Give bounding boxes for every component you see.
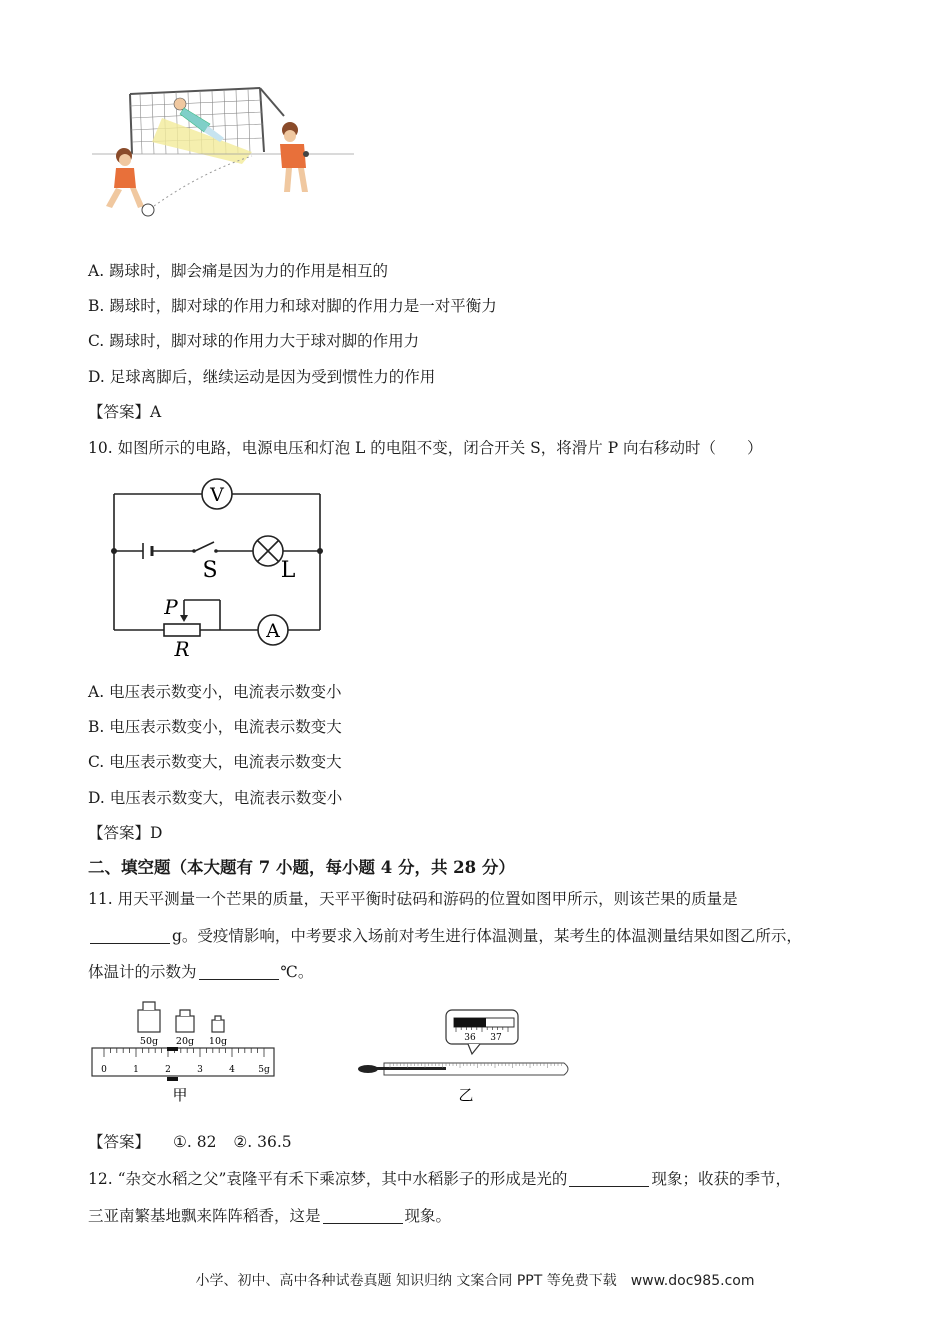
figure-caption-yi: 乙 <box>458 1086 474 1104</box>
answer-label: 【答案】 <box>88 403 151 421</box>
q11-answer <box>88 1132 292 1152</box>
soccer-illustration <box>92 82 354 228</box>
q11-line-2-text: g。受疫情影响，中考要求入场前对考生进行体温测量，某考生的体温测量结果如图乙所示， <box>172 927 802 945</box>
weight-10g: 10g <box>208 1036 228 1047</box>
q11-line-1: 11. 用天平测量一个芒果的质量，天平平衡时砝码和游码的位置如图甲所示，则该芒果的质量是 <box>88 890 738 908</box>
balance-figure <box>88 998 288 1108</box>
q11-line-3 <box>88 962 313 982</box>
weight-20g: 20g <box>175 1036 195 1047</box>
circuit-diagram <box>100 474 340 664</box>
fill-blank[interactable] <box>199 963 279 980</box>
answer-value: D <box>150 824 163 842</box>
answer-value-1: ①. 82 <box>172 1133 217 1151</box>
scale-tick-2: 2 <box>165 1065 171 1075</box>
answer-label: 【答案】 <box>88 1133 151 1151</box>
q10-answer <box>88 823 162 843</box>
q11-line-3-unit: ℃。 <box>280 963 314 981</box>
fill-blank[interactable] <box>90 927 170 944</box>
scale-tick-3: 3 <box>197 1065 203 1075</box>
voltmeter-label: V <box>210 484 224 506</box>
answer-value-2: ②. 36.5 <box>233 1133 292 1151</box>
q12-line-1-tail: 现象；收获的季节， <box>651 1170 791 1188</box>
weight-50g: 50g <box>139 1036 159 1047</box>
zoom-tick-37: 37 <box>490 1033 502 1043</box>
q9-option-d: D. 足球离脚后，继续运动是因为受到惯性力的作用 <box>88 368 436 386</box>
fill-blank[interactable] <box>569 1170 649 1187</box>
ammeter-label: A <box>266 620 280 642</box>
q12-line-2 <box>88 1206 451 1226</box>
q10-option-c: C. 电压表示数变大，电流表示数变大 <box>88 753 342 771</box>
answer-label: 【答案】 <box>88 824 151 842</box>
scale-tick-0: 0 <box>101 1065 107 1075</box>
scale-tick-5: 5g <box>258 1065 270 1075</box>
q9-option-c: C. 踢球时，脚对球的作用力大于球对脚的作用力 <box>88 332 420 350</box>
fill-blank[interactable] <box>323 1207 403 1224</box>
q11-line-2 <box>88 926 802 946</box>
zoom-tick-36: 36 <box>464 1033 476 1043</box>
q9-option-a: A. 踢球时，脚会痛是因为力的作用是相互的 <box>88 262 389 280</box>
q10-option-a: A. 电压表示数变小，电流表示数变小 <box>88 683 342 701</box>
switch-label: S <box>202 558 218 583</box>
slider-label: P <box>164 595 178 619</box>
q10-option-b: B. 电压表示数变小，电流表示数变大 <box>88 718 342 736</box>
section-heading: 二、填空题（本大题有 7 小题，每小题 4 分，共 28 分） <box>88 858 515 877</box>
q11-line-3-text: 体温计的示数为 <box>88 963 197 981</box>
q10-option-d: D. 电压表示数变大，电流表示数变小 <box>88 789 343 807</box>
resistor-label: R <box>174 637 190 661</box>
q10-stem: 10. 如图所示的电路，电源电压和灯泡 L 的电阻不变，闭合开关 S，将滑片 P 向右移动时（ ） <box>88 439 763 457</box>
q9-answer <box>88 402 161 422</box>
q12-line-2-text: 三亚南繁基地飘来阵阵稻香，这是 <box>88 1207 321 1225</box>
scale-tick-1: 1 <box>133 1065 139 1075</box>
lamp-label: L <box>280 558 296 583</box>
q12-line-1 <box>88 1169 791 1189</box>
scale-tick-4: 4 <box>229 1065 235 1075</box>
q12-line-2-tail: 现象。 <box>404 1207 452 1225</box>
page-footer: 小学、初中、高中各种试卷真题 知识归纳 文案合同 PPT 等免费下载 www.doc985.com <box>195 1273 755 1289</box>
q12-line-1-text: 12. “杂交水稻之父”袁隆平有禾下乘凉梦，其中水稻影子的形成是光的 <box>88 1170 568 1188</box>
answer-value: A <box>150 403 162 421</box>
q9-option-b: B. 踢球时，脚对球的作用力和球对脚的作用力是一对平衡力 <box>88 297 497 315</box>
thermometer-figure <box>356 1008 578 1108</box>
figure-caption-jia: 甲 <box>172 1086 188 1104</box>
